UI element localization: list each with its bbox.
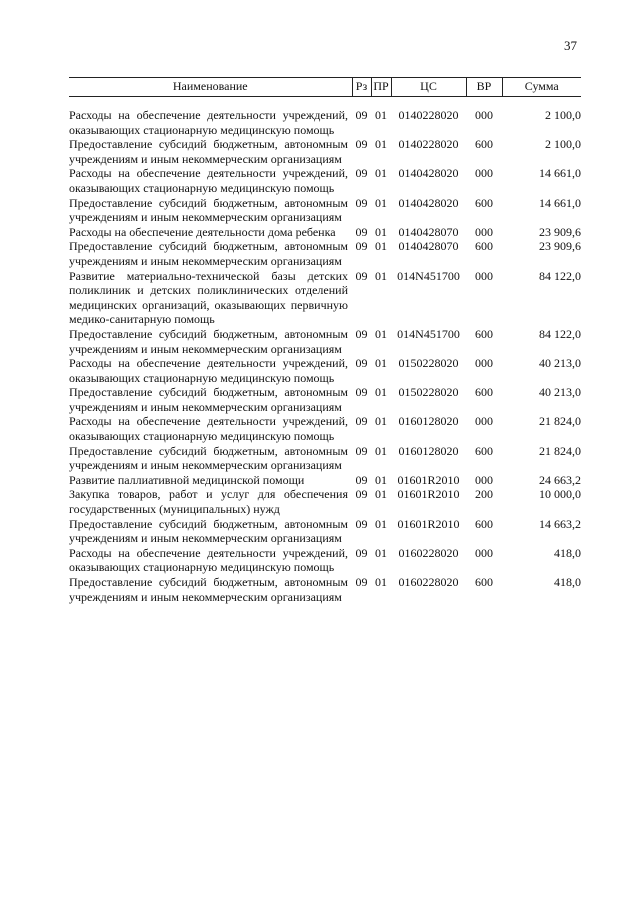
cell-cs: 01601R2010 bbox=[397, 472, 460, 487]
cell-cs: 0150228020 bbox=[398, 385, 459, 400]
table-header bbox=[69, 78, 581, 97]
header-sum: Сумма bbox=[502, 78, 581, 97]
cell-name: Предоставление субсидий бюджетным, автономным учреждениям и иным некоммерческим организациям bbox=[69, 385, 348, 414]
cell-pr: 01 bbox=[375, 516, 387, 531]
cell-sum: 84 122,0 bbox=[539, 268, 581, 283]
table-row bbox=[69, 166, 581, 195]
cell-pr: 01 bbox=[375, 356, 387, 371]
table-row bbox=[69, 239, 581, 268]
cell-sum: 2 100,0 bbox=[545, 108, 581, 122]
cell-cs: 014N451700 bbox=[397, 326, 460, 341]
cell-rz: 09 bbox=[355, 268, 368, 283]
table-row bbox=[69, 137, 581, 166]
table-row bbox=[69, 196, 581, 225]
cell-vr: 600 bbox=[475, 195, 493, 210]
table-row bbox=[69, 97, 581, 138]
cell-vr: 000 bbox=[475, 545, 493, 560]
cell-rz: 09 bbox=[355, 224, 368, 239]
cell-vr: 000 bbox=[475, 268, 493, 283]
cell-rz: 09 bbox=[355, 326, 368, 341]
cell-vr: 600 bbox=[475, 137, 493, 152]
cell-rz: 09 bbox=[355, 516, 368, 531]
cell-sum: 418,0 bbox=[554, 575, 581, 589]
cell-rz: 09 bbox=[355, 195, 368, 210]
budget-table bbox=[69, 77, 581, 604]
cell-name: Закупка товаров, работ и услуг для обеспечения государственных (муниципальных) нужд bbox=[69, 487, 348, 517]
cell-pr: 01 bbox=[375, 545, 387, 560]
cell-rz: 09 bbox=[355, 239, 368, 254]
cell-name: Развитие паллиативной медицинской помощи bbox=[69, 472, 305, 487]
cell-vr: 000 bbox=[475, 414, 493, 429]
cell-name: Расходы на обеспечение деятельности дома ребенка bbox=[69, 224, 336, 239]
cell-rz: 09 bbox=[355, 166, 368, 181]
cell-rz: 09 bbox=[355, 443, 368, 458]
cell-vr: 600 bbox=[475, 239, 493, 254]
cell-pr: 01 bbox=[375, 472, 387, 487]
cell-pr: 01 bbox=[375, 326, 387, 341]
cell-sum: 10 000,0 bbox=[539, 487, 581, 502]
table-row bbox=[69, 414, 581, 443]
cell-vr: 000 bbox=[475, 472, 493, 487]
cell-name: Предоставление субсидий бюджетным, автономным учреждениям и иным некоммерческим организациям bbox=[69, 137, 348, 166]
table-row bbox=[69, 225, 581, 240]
cell-pr: 01 bbox=[375, 414, 387, 429]
cell-sum: 14 661,0 bbox=[539, 195, 581, 210]
header-name: Наименование bbox=[69, 78, 352, 97]
table-row bbox=[69, 546, 581, 575]
cell-rz: 09 bbox=[355, 137, 368, 152]
cell-rz: 09 bbox=[355, 356, 368, 371]
cell-vr: 000 bbox=[475, 108, 493, 122]
cell-sum: 40 213,0 bbox=[539, 385, 581, 400]
cell-vr: 600 bbox=[475, 516, 493, 531]
cell-name: Предоставление субсидий бюджетным, автономным учреждениям и иным некоммерческим организациям bbox=[69, 326, 348, 356]
table-row bbox=[69, 575, 581, 604]
cell-pr: 01 bbox=[375, 195, 387, 210]
cell-sum: 24 663,2 bbox=[539, 472, 581, 487]
cell-cs: 01601R2010 bbox=[397, 487, 460, 502]
cell-cs: 0140428070 bbox=[398, 239, 459, 254]
cell-cs: 014N451700 bbox=[397, 268, 460, 283]
cell-cs: 0140428020 bbox=[398, 195, 459, 210]
cell-name: Расходы на обеспечение деятельности учреждений, оказывающих стационарную медицинскую помощь bbox=[69, 545, 348, 575]
cell-vr: 600 bbox=[475, 443, 493, 458]
cell-cs: 0160228020 bbox=[398, 545, 459, 560]
cell-cs: 0140228020 bbox=[398, 137, 459, 152]
cell-rz: 09 bbox=[355, 414, 368, 429]
table-row bbox=[69, 487, 581, 516]
cell-sum: 23 909,6 bbox=[539, 239, 581, 254]
cell-pr: 01 bbox=[375, 108, 387, 122]
cell-sum: 2 100,0 bbox=[545, 137, 581, 152]
cell-pr: 01 bbox=[375, 575, 387, 589]
cell-pr: 01 bbox=[375, 385, 387, 400]
cell-name: Предоставление субсидий бюджетным, автономным учреждениям и иным некоммерческим организациям bbox=[69, 239, 348, 268]
cell-name: Расходы на обеспечение деятельности учреждений, оказывающих стационарную медицинскую помощь bbox=[69, 108, 348, 137]
cell-rz: 09 bbox=[355, 385, 368, 400]
cell-pr: 01 bbox=[375, 166, 387, 181]
cell-name: Предоставление субсидий бюджетным, автономным учреждениям и иным некоммерческим организациям bbox=[69, 443, 348, 473]
cell-pr: 01 bbox=[375, 443, 387, 458]
cell-sum: 23 909,6 bbox=[539, 224, 581, 239]
cell-sum: 21 824,0 bbox=[539, 443, 581, 458]
cell-cs: 0150228020 bbox=[398, 356, 459, 371]
table-row bbox=[69, 269, 581, 327]
cell-pr: 01 bbox=[375, 224, 387, 239]
table-row bbox=[69, 473, 581, 488]
page-number: 37 bbox=[564, 38, 577, 53]
cell-name: Расходы на обеспечение деятельности учреждений, оказывающих стационарную медицинскую помощь bbox=[69, 356, 348, 385]
cell-name: Предоставление субсидий бюджетным, автономным учреждениям и иным некоммерческим организациям bbox=[69, 195, 348, 225]
table-row bbox=[69, 327, 581, 356]
cell-cs: 0140428020 bbox=[398, 166, 459, 181]
cell-sum: 21 824,0 bbox=[539, 414, 581, 429]
cell-vr: 000 bbox=[475, 224, 493, 239]
cell-sum: 14 663,2 bbox=[539, 516, 581, 531]
table-row bbox=[69, 444, 581, 473]
cell-pr: 01 bbox=[375, 137, 387, 152]
header-cs: ЦС bbox=[391, 78, 466, 97]
cell-sum: 40 213,0 bbox=[539, 356, 581, 371]
cell-cs: 0160128020 bbox=[398, 414, 459, 429]
cell-sum: 418,0 bbox=[554, 545, 581, 560]
cell-pr: 01 bbox=[375, 487, 387, 502]
table-row bbox=[69, 517, 581, 546]
cell-pr: 01 bbox=[375, 239, 387, 254]
cell-vr: 600 bbox=[475, 575, 493, 589]
header-pr: ПР bbox=[371, 78, 391, 97]
table-body bbox=[69, 97, 581, 605]
cell-name: Предоставление субсидий бюджетным, автономным учреждениям и иным некоммерческим организациям bbox=[69, 516, 348, 546]
cell-rz: 09 bbox=[355, 487, 368, 502]
cell-sum: 84 122,0 bbox=[539, 326, 581, 341]
cell-cs: 0140228020 bbox=[398, 108, 459, 122]
header-vr: ВР bbox=[466, 78, 502, 97]
cell-cs: 0160128020 bbox=[398, 443, 459, 458]
cell-rz: 09 bbox=[355, 575, 368, 589]
cell-name: Расходы на обеспечение деятельности учреждений, оказывающих стационарную медицинскую помощь bbox=[69, 414, 348, 444]
table-row bbox=[69, 356, 581, 385]
cell-cs: 0140428070 bbox=[398, 224, 459, 239]
cell-vr: 200 bbox=[475, 487, 493, 502]
cell-rz: 09 bbox=[355, 545, 368, 560]
cell-rz: 09 bbox=[355, 108, 368, 122]
cell-vr: 000 bbox=[475, 166, 493, 181]
cell-vr: 000 bbox=[475, 356, 493, 371]
cell-cs: 0160228020 bbox=[398, 575, 459, 589]
cell-rz: 09 bbox=[355, 472, 368, 487]
table-row bbox=[69, 385, 581, 414]
cell-vr: 600 bbox=[475, 326, 493, 341]
cell-name: Предоставление субсидий бюджетным, автономным учреждениям и иным некоммерческим организациям bbox=[69, 575, 348, 604]
cell-name: Развитие материально-технической базы детских поликлиник и детских поликлинических отделений медицинских организаций, оказывающих первичную медико-санитарную помощь bbox=[69, 268, 348, 327]
cell-vr: 600 bbox=[475, 385, 493, 400]
cell-sum: 14 661,0 bbox=[539, 166, 581, 181]
cell-pr: 01 bbox=[375, 268, 387, 283]
cell-name: Расходы на обеспечение деятельности учреждений, оказывающих стационарную медицинскую помощь bbox=[69, 166, 348, 195]
cell-cs: 01601R2010 bbox=[397, 516, 460, 531]
header-rz: Рз bbox=[352, 78, 371, 97]
